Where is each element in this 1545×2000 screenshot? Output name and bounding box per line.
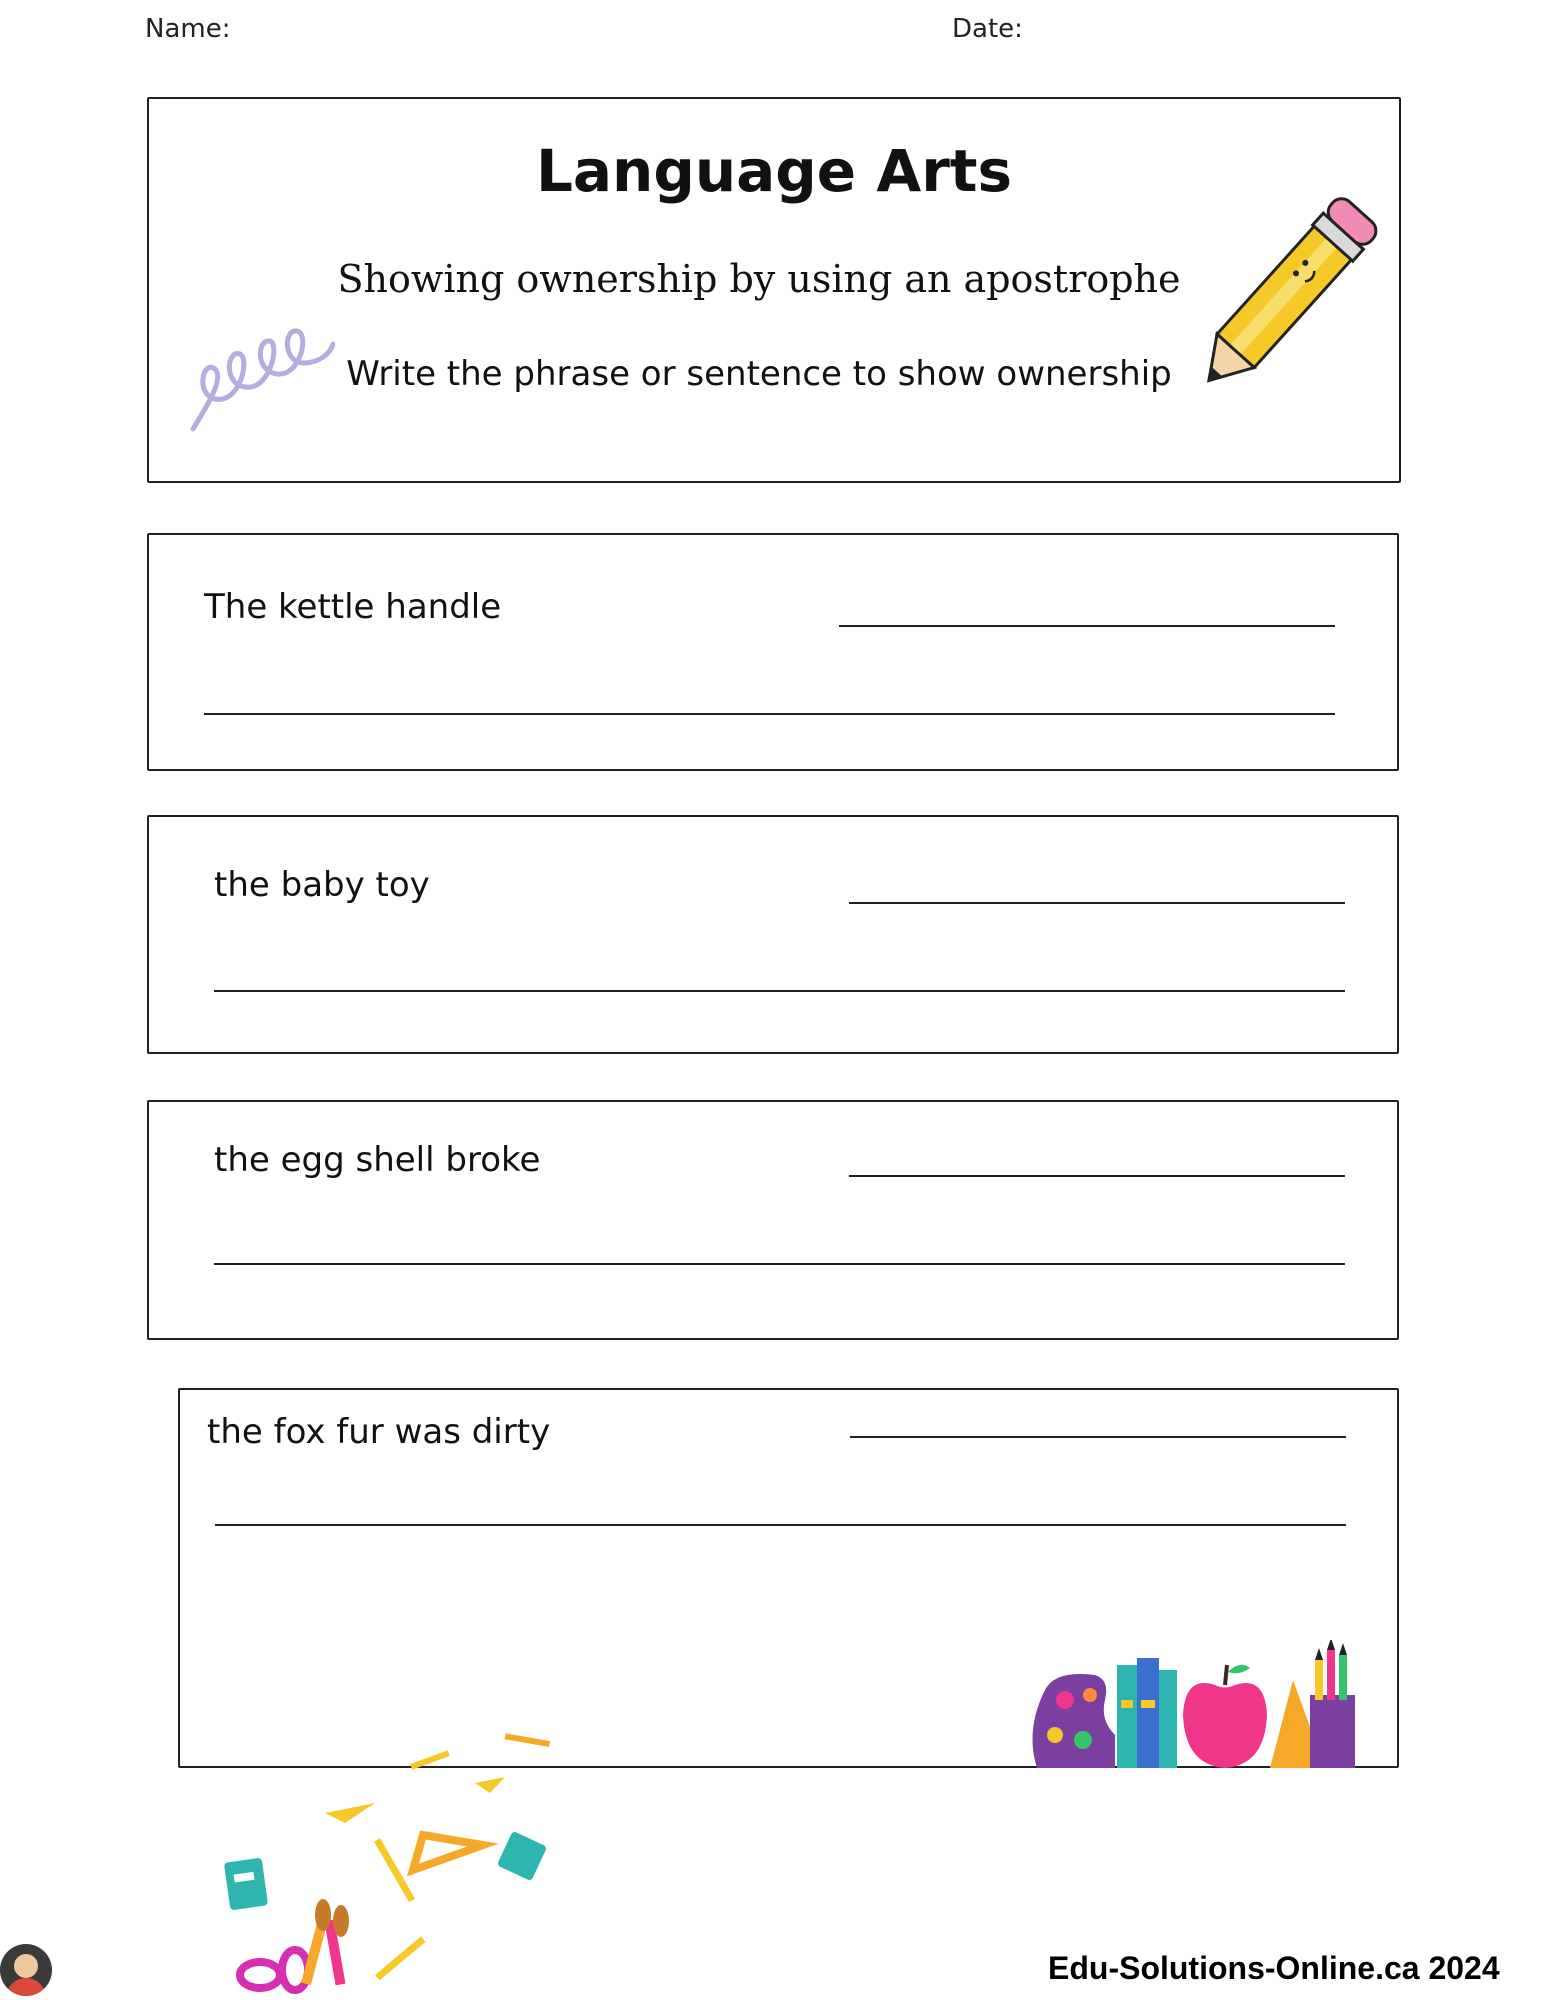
exercise-box-4 bbox=[178, 1388, 1399, 1768]
title-box bbox=[147, 97, 1401, 483]
exercise-box-2 bbox=[147, 815, 1399, 1054]
answer-line-long[interactable] bbox=[215, 1524, 1346, 1526]
footer-credit: Edu-Solutions-Online.ca 2024 bbox=[1048, 1950, 1500, 1986]
date-label: Date: bbox=[952, 14, 1023, 44]
answer-line-short[interactable] bbox=[849, 1175, 1345, 1177]
answer-line-short[interactable] bbox=[839, 625, 1335, 627]
page-title: Language Arts bbox=[535, 137, 1013, 205]
instruction-text: Write the phrase or sentence to show ownership bbox=[346, 354, 1172, 394]
answer-line-long[interactable] bbox=[204, 713, 1335, 715]
name-label: Name: bbox=[145, 14, 231, 44]
answer-line-long[interactable] bbox=[214, 990, 1345, 992]
exercise-box-1 bbox=[147, 533, 1399, 771]
spiral-doodle-icon bbox=[185, 299, 335, 439]
answer-line-short[interactable] bbox=[849, 902, 1345, 904]
exercise-phrase: The kettle handle bbox=[204, 587, 502, 627]
exercise-phrase: the fox fur was dirty bbox=[207, 1412, 551, 1452]
page-subtitle: Showing ownership by using an apostrophe bbox=[337, 257, 1181, 301]
answer-line-short[interactable] bbox=[850, 1436, 1346, 1438]
pencil-icon bbox=[1189, 184, 1399, 394]
exercise-phrase: the baby toy bbox=[214, 865, 430, 905]
answer-line-long[interactable] bbox=[214, 1263, 1345, 1265]
exercise-phrase: the egg shell broke bbox=[214, 1140, 541, 1180]
school-supplies-icon bbox=[1025, 1640, 1365, 1770]
avatar-icon bbox=[0, 1944, 52, 1996]
scattered-supplies-icon bbox=[215, 1725, 555, 2000]
exercise-box-3 bbox=[147, 1100, 1399, 1340]
